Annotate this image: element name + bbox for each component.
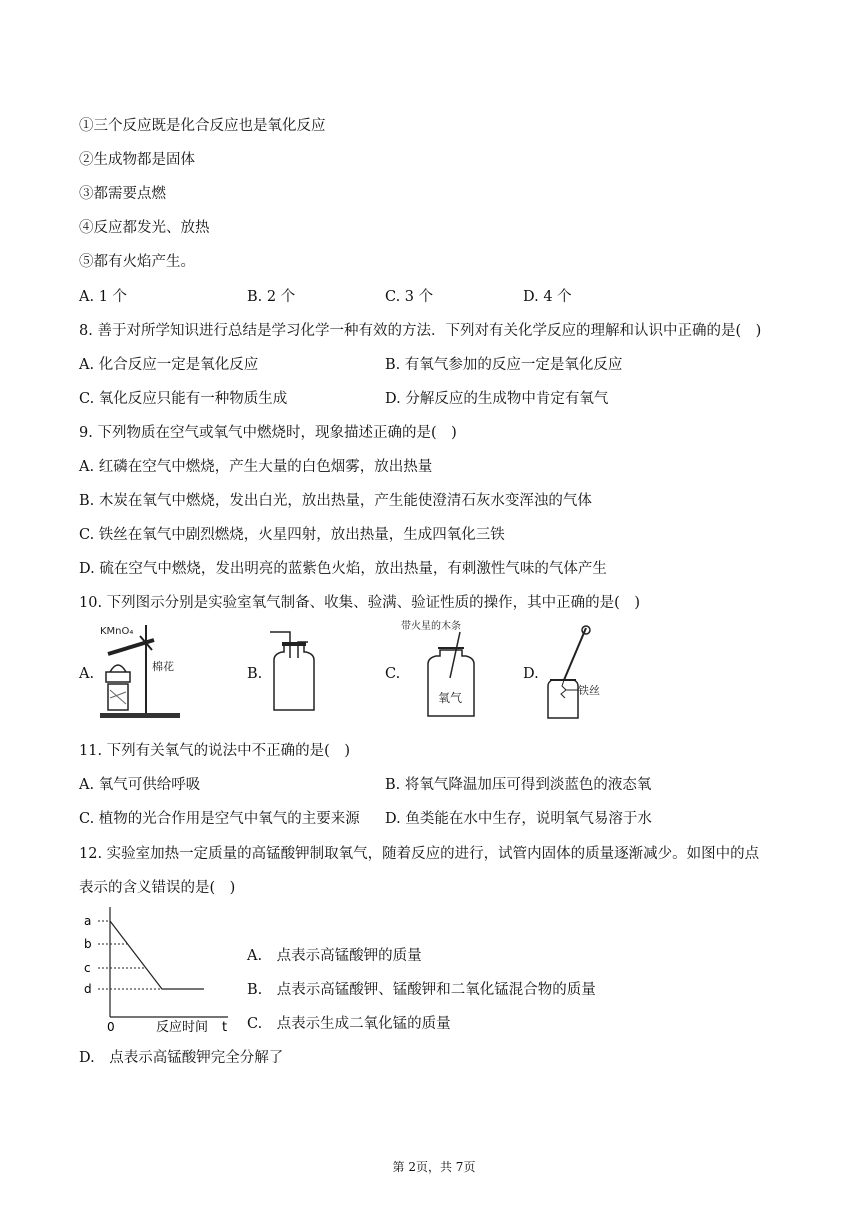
q10-stem: 10. 下列图示分别是实验室氧气制备、收集、验满、验证性质的操作，其中正确的是( ) xyxy=(79,595,640,611)
q10-figure-d-iron-wire xyxy=(538,622,618,720)
q7-option-c: C. 3 个 xyxy=(385,289,434,305)
q12-option-a: A. 点表示高锰酸钾的质量 xyxy=(247,948,422,964)
q12-option-b: B. 点表示高锰酸钾、锰酸钾和二氧化锰混合物的质量 xyxy=(247,982,596,998)
x-axis-label: 反应时间 xyxy=(156,1020,209,1035)
q12-stem-line2: 表示的含义错误的是( ) xyxy=(79,880,236,896)
q10-figure-c-splint-test xyxy=(398,622,488,718)
q9-option-d: D. 硫在空气中燃烧，发出明亮的蓝紫色火焰，放出热量，有刺激性气味的气体产生 xyxy=(79,561,607,577)
q9-option-a: A. 红磷在空气中燃烧，产生大量的白色烟雾，放出热量 xyxy=(79,459,433,475)
q11-option-d: D. 鱼类能在水中生存，说明氧气易溶于水 xyxy=(385,811,652,827)
q11-option-a: A. 氧气可供给呼吸 xyxy=(79,777,201,793)
q7-statement-4: ④反应都发光、放热 xyxy=(79,220,210,236)
oxygen-label: 氧气 xyxy=(438,691,463,705)
q7-statement-5: ⑤都有火焰产生。 xyxy=(79,254,195,270)
q8-stem: 8. 善于对所学知识进行总结是学习化学一种有效的方法．下列对有关化学反应的理解和认识中正确的是( ) xyxy=(79,323,762,339)
cotton-label: 棉花 xyxy=(152,660,174,673)
t-axis-label: t xyxy=(222,1020,228,1035)
q7-option-b: B. 2 个 xyxy=(247,289,296,305)
q8-option-d: D. 分解反应的生成物中肯定有氧气 xyxy=(385,391,609,407)
point-b-label: b xyxy=(84,937,92,951)
q11-stem: 11. 下列有关氧气的说法中不正确的是( ) xyxy=(79,743,350,759)
q7-option-a: A. 1 个 xyxy=(79,289,128,305)
q9-stem: 9. 下列物质在空气或氧气中燃烧时，现象描述正确的是( ) xyxy=(79,425,457,441)
page-footer: 第 2页，共 7页 xyxy=(392,1160,476,1174)
q10-option-d-letter: D. xyxy=(523,666,539,682)
wire-label: 铁丝 xyxy=(578,684,600,697)
kmno4-label: KMnO₄ xyxy=(100,626,134,637)
q8-option-c: C. 氧化反应只能有一种物质生成 xyxy=(79,391,288,407)
q10-option-c-letter: C. xyxy=(385,666,401,682)
q10-figure-b-collection-bottle xyxy=(264,630,324,712)
q9-option-c: C. 铁丝在氧气中剧烈燃烧，火星四射，放出热量，生成四氧化三铁 xyxy=(79,527,505,543)
q10-figure-a-heating-apparatus xyxy=(96,620,186,720)
q12-option-d: D. 点表示高锰酸钾完全分解了 xyxy=(79,1050,284,1066)
q9-option-b: B. 木炭在氧气中燃烧，发出白光，放出热量，产生能使澄清石灰水变浑浊的气体 xyxy=(79,493,592,509)
q10-option-a-letter: A. xyxy=(79,666,95,682)
q7-statement-1: ①三个反应既是化合反应也是氧化反应 xyxy=(79,118,326,134)
q12-mass-time-graph xyxy=(80,905,240,1035)
q7-statement-3: ③都需要点燃 xyxy=(79,186,166,202)
point-d-label: d xyxy=(84,982,92,996)
q7-statement-2: ②生成物都是固体 xyxy=(79,152,195,168)
q11-option-b: B. 将氧气降温加压可得到淡蓝色的液态氧 xyxy=(385,777,652,793)
q12-option-c: C. 点表示生成二氧化锰的质量 xyxy=(247,1016,451,1032)
q11-option-c: C. 植物的光合作用是空气中氧气的主要来源 xyxy=(79,811,360,827)
point-a-label: a xyxy=(84,914,92,928)
splint-label: 带火星的木条 xyxy=(401,621,461,632)
q8-option-a: A. 化合反应一定是氧化反应 xyxy=(79,357,259,373)
q10-option-b-letter: B. xyxy=(247,666,263,682)
point-c-label: c xyxy=(84,961,91,975)
q7-option-d: D. 4 个 xyxy=(523,289,572,305)
q8-option-b: B. 有氧气参加的反应一定是氧化反应 xyxy=(385,357,623,373)
origin-label: 0 xyxy=(107,1020,115,1034)
q12-stem-line1: 12. 实验室加热一定质量的高锰酸钾制取氧气，随着反应的进行，试管内固体的质量逐渐减少。如图中的点 xyxy=(79,846,760,862)
